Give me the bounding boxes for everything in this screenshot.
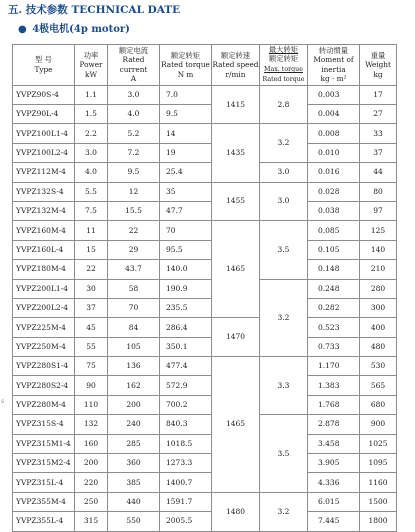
cell-weight: 1160 [360, 473, 397, 492]
cell-inertia: 0.010 [308, 143, 360, 162]
cell-power: 4.0 [75, 163, 108, 182]
header-type: 型 号 Type [13, 45, 75, 86]
cell-power: 110 [75, 395, 108, 414]
cell-weight: 565 [360, 376, 397, 395]
cell-power: 315 [75, 512, 108, 531]
cell-torque: 286.4 [160, 318, 212, 337]
cell-max-torque: 3.2 [260, 124, 308, 163]
bullet-icon: ● [18, 24, 27, 35]
cell-inertia: 0.003 [308, 85, 360, 104]
cell-type: YVPZ200L1-4 [13, 279, 75, 298]
cell-torque: 572.9 [160, 376, 212, 395]
cell-inertia: 0.004 [308, 105, 360, 124]
cell-type: YVPZ250M-4 [13, 337, 75, 356]
cell-weight: 33 [360, 124, 397, 143]
cell-torque: 140.0 [160, 260, 212, 279]
cell-weight: 1500 [360, 492, 397, 511]
cell-current: 360 [108, 454, 160, 473]
cell-power: 1.5 [75, 105, 108, 124]
cell-weight: 44 [360, 163, 397, 182]
table-row [13, 124, 397, 143]
cell-power: 22 [75, 260, 108, 279]
cell-current: 550 [108, 512, 160, 531]
cell-speed: 1480 [212, 492, 260, 531]
cell-inertia: 0.733 [308, 337, 360, 356]
cell-torque: 19 [160, 143, 212, 162]
cell-power: 90 [75, 376, 108, 395]
cell-max-torque: 3.3 [260, 357, 308, 415]
cell-current: 9.5 [108, 163, 160, 182]
cell-inertia: 0.282 [308, 298, 360, 317]
table-row [13, 454, 397, 473]
cell-power: 15 [75, 240, 108, 259]
cell-inertia: 4.336 [308, 473, 360, 492]
cell-torque: 700.2 [160, 395, 212, 414]
cell-weight: 1800 [360, 512, 397, 531]
cell-type: YVPZ180M-4 [13, 260, 75, 279]
cell-inertia: 2.878 [308, 415, 360, 434]
header-speed: 额定转速 Rated speed r/min [212, 45, 260, 86]
cell-power: 200 [75, 454, 108, 473]
table-row [13, 163, 397, 182]
cell-torque: 9.5 [160, 105, 212, 124]
cell-inertia: 1.768 [308, 395, 360, 414]
cell-torque: 7.0 [160, 85, 212, 104]
cell-inertia: 0.085 [308, 221, 360, 240]
cell-current: 12 [108, 182, 160, 201]
cell-max-torque: 2.8 [260, 85, 308, 124]
cell-current: 7.2 [108, 143, 160, 162]
table-row [13, 357, 397, 376]
cell-torque: 1018.5 [160, 434, 212, 453]
cell-max-torque: 3.2 [260, 492, 308, 531]
table-row [13, 492, 397, 511]
cell-type: YVPZ280S2-4 [13, 376, 75, 395]
table-row [13, 240, 397, 259]
cell-power: 37 [75, 298, 108, 317]
cell-speed: 1435 [212, 124, 260, 182]
cell-weight: 300 [360, 298, 397, 317]
cell-type: YVPZ225M-4 [13, 318, 75, 337]
cell-type: YVPZ132M-4 [13, 201, 75, 220]
cell-speed: 1465 [212, 221, 260, 318]
side-mark: s [1, 398, 5, 405]
cell-current: 15.5 [108, 201, 160, 220]
cell-current: 105 [108, 337, 160, 356]
cell-inertia: 0.105 [308, 240, 360, 259]
cell-type: YVPZ112M-4 [13, 163, 75, 182]
cell-power: 55 [75, 337, 108, 356]
cell-current: 136 [108, 357, 160, 376]
cell-power: 1.1 [75, 85, 108, 104]
header-max-torque: 最大转矩 额定转矩 Max. torque Rated torque [260, 45, 308, 86]
cell-torque: 70 [160, 221, 212, 240]
cell-current: 385 [108, 473, 160, 492]
cell-speed: 1470 [212, 318, 260, 357]
cell-current: 58 [108, 279, 160, 298]
table-row [13, 143, 397, 162]
cell-type: YVPZ90L-4 [13, 105, 75, 124]
cell-torque: 14 [160, 124, 212, 143]
cell-type: YVPZ160M-4 [13, 221, 75, 240]
cell-inertia: 0.248 [308, 279, 360, 298]
cell-inertia: 0.028 [308, 182, 360, 201]
table-row [13, 279, 397, 298]
cell-torque: 1400.7 [160, 473, 212, 492]
table-row [13, 415, 397, 434]
cell-max-torque: 3.5 [260, 221, 308, 279]
cell-max-torque: 3.0 [260, 163, 308, 182]
table-row [13, 260, 397, 279]
header-current: 额定电流 Rated current A [108, 45, 160, 86]
cell-current: 29 [108, 240, 160, 259]
cell-power: 7.5 [75, 201, 108, 220]
cell-inertia: 0.008 [308, 124, 360, 143]
header-power: 功率 Power kW [75, 45, 108, 86]
table-row [13, 473, 397, 492]
table-body [13, 85, 397, 531]
cell-type: YVPZ90S-4 [13, 85, 75, 104]
cell-type: YVPZ315M1-4 [13, 434, 75, 453]
sub-title-text: 4极电机(4p motor) [32, 24, 130, 35]
cell-current: 22 [108, 221, 160, 240]
sub-title [18, 20, 130, 35]
header-inertia: 转动惯量 Moment of inertia kg · m² [308, 45, 360, 86]
cell-inertia: 3.905 [308, 454, 360, 473]
cell-torque: 1273.3 [160, 454, 212, 473]
cell-current: 3.0 [108, 85, 160, 104]
cell-weight: 280 [360, 279, 397, 298]
table-row [13, 337, 397, 356]
cell-inertia: 0.038 [308, 201, 360, 220]
cell-torque: 1591.7 [160, 492, 212, 511]
cell-weight: 97 [360, 201, 397, 220]
technical-data-table [12, 44, 397, 532]
cell-weight: 400 [360, 318, 397, 337]
cell-torque: 477.4 [160, 357, 212, 376]
cell-weight: 1095 [360, 454, 397, 473]
cell-max-torque: 3.2 [260, 279, 308, 357]
cell-power: 11 [75, 221, 108, 240]
table-row [13, 376, 397, 395]
cell-type: YVPZ200L2-4 [13, 298, 75, 317]
cell-weight: 210 [360, 260, 397, 279]
cell-power: 2.2 [75, 124, 108, 143]
cell-torque: 235.5 [160, 298, 212, 317]
table-row [13, 221, 397, 240]
cell-type: YVPZ315M2-4 [13, 454, 75, 473]
cell-inertia: 7.445 [308, 512, 360, 531]
cell-power: 30 [75, 279, 108, 298]
cell-type: YVPZ132S-4 [13, 182, 75, 201]
cell-weight: 17 [360, 85, 397, 104]
table-row [13, 298, 397, 317]
cell-weight: 530 [360, 357, 397, 376]
cell-torque: 190.9 [160, 279, 212, 298]
cell-torque: 2005.5 [160, 512, 212, 531]
cell-inertia: 1.383 [308, 376, 360, 395]
cell-current: 240 [108, 415, 160, 434]
cell-torque: 47.7 [160, 201, 212, 220]
table-row [13, 201, 397, 220]
cell-inertia: 6.015 [308, 492, 360, 511]
cell-type: YVPZ100L1-4 [13, 124, 75, 143]
cell-torque: 840.3 [160, 415, 212, 434]
cell-current: 285 [108, 434, 160, 453]
cell-weight: 80 [360, 182, 397, 201]
cell-type: YVPZ355L-4 [13, 512, 75, 531]
cell-max-torque: 3.5 [260, 415, 308, 493]
cell-power: 3.0 [75, 143, 108, 162]
table-row [13, 434, 397, 453]
cell-weight: 125 [360, 221, 397, 240]
cell-inertia: 1.170 [308, 357, 360, 376]
header-torque: 额定转矩 Rated torque N m [160, 45, 212, 86]
section-title: 五. 技术参数 TECHNICAL DATE [8, 4, 181, 16]
cell-weight: 140 [360, 240, 397, 259]
cell-weight: 37 [360, 143, 397, 162]
cell-power: 75 [75, 357, 108, 376]
table-row [13, 395, 397, 414]
cell-type: YVPZ315S-4 [13, 415, 75, 434]
cell-type: YVPZ280M-4 [13, 395, 75, 414]
cell-weight: 680 [360, 395, 397, 414]
header-weight: 重量 Weight kg [360, 45, 397, 86]
cell-inertia: 0.523 [308, 318, 360, 337]
table-row [13, 182, 397, 201]
cell-max-torque: 3.0 [260, 182, 308, 221]
cell-current: 162 [108, 376, 160, 395]
cell-power: 220 [75, 473, 108, 492]
cell-type: YVPZ315L-4 [13, 473, 75, 492]
table-row [13, 318, 397, 337]
cell-current: 200 [108, 395, 160, 414]
cell-inertia: 0.148 [308, 260, 360, 279]
cell-power: 132 [75, 415, 108, 434]
table-header-row [13, 45, 397, 86]
cell-torque: 35 [160, 182, 212, 201]
cell-type: YVPZ160L-4 [13, 240, 75, 259]
cell-type: YVPZ280S1-4 [13, 357, 75, 376]
cell-speed: 1455 [212, 182, 260, 221]
cell-current: 70 [108, 298, 160, 317]
cell-power: 250 [75, 492, 108, 511]
cell-power: 5.5 [75, 182, 108, 201]
table-row [13, 105, 397, 124]
cell-weight: 480 [360, 337, 397, 356]
cell-speed: 1415 [212, 85, 260, 124]
cell-torque: 95.5 [160, 240, 212, 259]
cell-torque: 350.1 [160, 337, 212, 356]
cell-weight: 900 [360, 415, 397, 434]
cell-current: 440 [108, 492, 160, 511]
cell-type: YVPZ355M-4 [13, 492, 75, 511]
cell-weight: 27 [360, 105, 397, 124]
cell-inertia: 0.016 [308, 163, 360, 182]
cell-power: 160 [75, 434, 108, 453]
table-row [13, 85, 397, 104]
cell-power: 45 [75, 318, 108, 337]
cell-current: 4.0 [108, 105, 160, 124]
cell-type: YVPZ100L2-4 [13, 143, 75, 162]
cell-torque: 25.4 [160, 163, 212, 182]
cell-weight: 1025 [360, 434, 397, 453]
cell-inertia: 3.458 [308, 434, 360, 453]
cell-speed: 1465 [212, 357, 260, 493]
table-row [13, 512, 397, 531]
cell-current: 5.2 [108, 124, 160, 143]
cell-current: 84 [108, 318, 160, 337]
cell-current: 43.7 [108, 260, 160, 279]
